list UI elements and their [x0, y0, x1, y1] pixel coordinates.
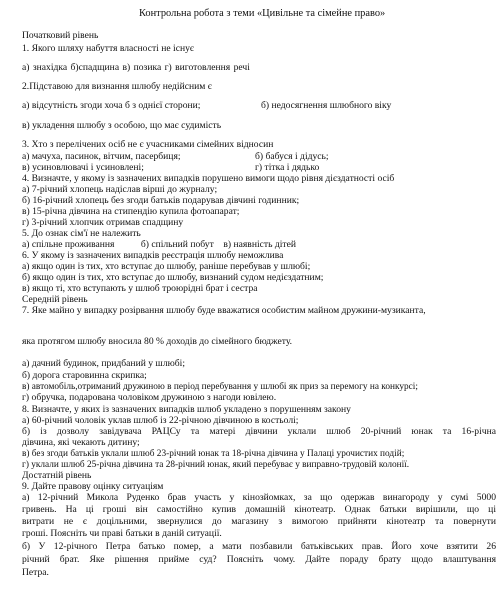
q9-situation-a-line1: а) 12-річний Микола Руденко брав участь у кінозйомках, за що одержав винагороду у сумі 5000 — [22, 492, 496, 503]
q8-option-c: в) без згоди батьків уклали шлюб 23-річний юнак та 18-річна дівчина у Палаці урочистих подій; — [22, 449, 405, 459]
level-sufficient: Достатній рівень — [22, 470, 92, 481]
q7-text: 7. Яке майно у випадку розірвання шлюбу буде вважатися особистим майном дружини-музиканта, — [22, 305, 426, 316]
q8-option-b-cont: дівчина, які чекають дитину; — [22, 437, 140, 448]
q6-option-b: б) якщо один із тих, хто вступає до шлюбу, визнаний судом недієздатним; — [22, 272, 324, 283]
q9-situation-b-line2: річний брат. Яке рішення приймe суд? Поясніть чому. Дайте пораду брату щодо влаштування — [22, 554, 496, 565]
q6-option-c: в) якщо ті, хто вступають у шлюб троюрідні брат і сестра — [22, 283, 258, 294]
level-initial: Початковий рівень — [22, 30, 99, 41]
q9-text: 9. Дайте правову оцінку ситуаціям — [22, 481, 164, 492]
q3-option-d: г) тітка і дядько — [255, 162, 320, 173]
q1-text: 1. Якого шляху набуття власності не існує — [22, 43, 194, 54]
q1-options: а) знахідка б)спадщина в) позика г) виготовлення речі — [22, 62, 250, 73]
q7-option-c: в) автомобіль,отриманий дружиною в період перебування у шлюбі як приз за перемогу на конкурсі; — [22, 382, 418, 392]
q4-option-a: а) 7-річний хлопець надіслав вірші до журналу; — [22, 184, 218, 195]
q8-option-a: а) 60-річний чоловік уклав шлюб із 22-річною дівчиною в костьолі; — [22, 415, 299, 426]
q7-option-b: б) дорога старовинна скрипка; — [22, 370, 147, 381]
q9-situation-b-line1: б) У 12-річного Петра батько помер, а мати позбавили батьківських прав. Його хоче взятити 26 — [22, 541, 496, 552]
q7-option-a: а) дачний будинок, придбаний у шлюбі; — [22, 358, 185, 369]
q4-option-b: б) 16-річний хлопець без згоди батьків подарував дівчині годинник; — [22, 195, 300, 206]
q3-option-b: б) бабуся і дідусь; — [255, 151, 329, 162]
q8-option-b: б) із дозволу завідувача РАЦСу та матері дівчини уклали шлюб 20-річний юнак та 16-річна — [22, 426, 496, 437]
q2-option-a: а) відсутність згоди хоча б з однієї сторони; — [22, 100, 201, 111]
document-title: Контрольна робота з теми «Цивільне та сімейне право» — [139, 8, 386, 19]
q4-option-c: в) 15-річна дівчина на стипендію купила фотоапарат; — [22, 206, 240, 217]
q3-option-a: а) мачуха, пасинок, вітчим, пасербиця; — [22, 151, 181, 162]
q5-text: 5. До ознак сім'ї не належить — [22, 228, 141, 239]
q9-situation-b-line3: Петра. — [22, 567, 49, 578]
q9-situation-a-line2: гривень. На ці гроші він самостійно купив домашній кінотеатр. Однак батьки вирішили, що ці — [22, 504, 496, 515]
level-medium: Середній рівень — [22, 294, 88, 305]
q7-option-d: г) обручка, подарована чоловіком дружиною з нагоди ювілею. — [22, 392, 277, 403]
q7-text-cont: яка протягом шлюбу вносила 80 % доходів до сімейного бюджету. — [22, 336, 293, 347]
q3-option-c: в) усиновлювачі і усиновлені; — [22, 162, 144, 173]
q6-text: 6. У якому із зазначених випадків реєстрація шлюбу неможлива — [22, 250, 284, 261]
q2-text: 2.Підставою для визнання шлюбу недійсним є — [22, 81, 212, 92]
q6-option-a: а) якщо один із тих, хто вступає до шлюбу, раніше перебував у шлюбі; — [22, 261, 311, 272]
q4-text: 4. Визначте, у якому із зазначених випадків порушено вимоги щодо рівня дієздатності осіб — [22, 173, 395, 184]
q9-situation-a-line4: гроші. Поясніть чи праві батьки в даній ситуації. — [22, 528, 222, 539]
q2-option-c: в) укладення шлюбу з особою, що має судимість — [22, 120, 222, 131]
q8-option-d: г) уклали шлюб 25-річна дівчина та 28-річний юнак, який перебуває у виправно-трудовій колонії. — [22, 460, 410, 470]
q5-options: а) спільне проживання б) спільний побут в) наявність дітей — [22, 239, 296, 250]
q9-situation-a-line3: витрати не є доцільними, звернулися до магазину з вимогою прийняти кінотеатр та повернути — [22, 516, 496, 527]
q8-text: 8. Визначте, у яких із зазначених випадків шлюб укладено з порушенням закону — [22, 404, 351, 415]
q4-option-d: г) 3-річний хлопчик отримав спадщину — [22, 217, 184, 228]
q3-text: 3. Хто з перелічених осіб не є учасниками сімейних відносин — [22, 139, 274, 150]
q2-option-b: б) недосягнення шлюбного віку — [261, 100, 392, 111]
